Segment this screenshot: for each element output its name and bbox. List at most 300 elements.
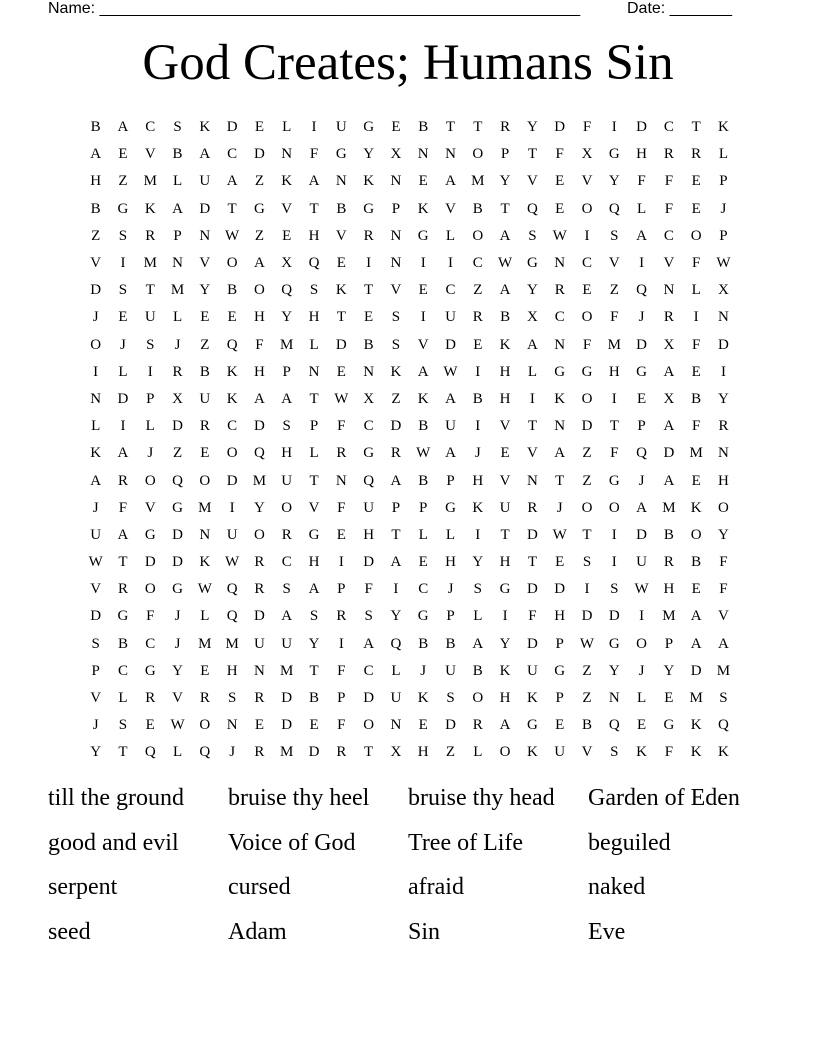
date-field[interactable]: Date: _______ <box>627 0 732 17</box>
grid-letter[interactable]: C <box>227 146 238 163</box>
grid-letter[interactable]: E <box>254 717 265 734</box>
grid-letter[interactable]: R <box>472 717 483 734</box>
grid-letter[interactable]: Q <box>226 608 238 625</box>
grid-letter[interactable]: E <box>254 119 265 136</box>
grid-letter[interactable]: L <box>172 309 183 326</box>
grid-letter[interactable]: H <box>554 608 566 625</box>
grid-letter[interactable]: B <box>691 390 702 407</box>
grid-letter[interactable]: S <box>309 608 319 625</box>
grid-letter[interactable]: E <box>691 581 701 598</box>
grid-letter[interactable]: V <box>581 744 593 761</box>
grid-letter[interactable]: L <box>200 608 210 625</box>
grid-letter[interactable]: J <box>120 336 126 353</box>
grid-letter[interactable]: R <box>254 581 265 598</box>
grid-letter[interactable]: A <box>472 635 484 652</box>
grid-letter[interactable]: T <box>309 200 319 217</box>
grid-letter[interactable]: P <box>637 418 646 435</box>
grid-letter[interactable]: A <box>390 472 402 489</box>
grid-letter[interactable]: Y <box>172 662 183 679</box>
grid-letter[interactable]: C <box>117 662 128 679</box>
grid-letter[interactable]: N <box>390 173 402 190</box>
grid-letter[interactable]: T <box>364 744 374 761</box>
grid-letter[interactable]: Q <box>363 472 375 489</box>
grid-letter[interactable]: K <box>718 119 729 136</box>
grid-letter[interactable]: M <box>280 336 294 353</box>
grid-letter[interactable]: L <box>473 744 483 761</box>
grid-letter[interactable]: Z <box>582 445 592 462</box>
grid-letter[interactable]: R <box>663 554 674 571</box>
grid-letter[interactable]: Y <box>281 309 293 326</box>
grid-letter[interactable]: M <box>689 445 703 462</box>
grid-letter[interactable]: D <box>608 608 620 625</box>
grid-letter[interactable]: I <box>93 363 99 380</box>
grid-letter[interactable]: U <box>390 690 402 707</box>
grid-letter[interactable]: X <box>581 146 593 163</box>
grid-letter[interactable]: D <box>390 418 402 435</box>
grid-letter[interactable]: G <box>608 146 620 163</box>
grid-letter[interactable]: D <box>254 608 265 625</box>
grid-letter[interactable]: I <box>420 309 426 326</box>
grid-letter[interactable]: I <box>311 119 317 136</box>
grid-letter[interactable]: F <box>309 146 319 163</box>
grid-letter[interactable]: Y <box>90 744 102 761</box>
grid-letter[interactable]: J <box>638 309 645 326</box>
grid-letter[interactable]: I <box>448 255 453 272</box>
grid-letter[interactable]: K <box>417 200 429 217</box>
grid-letter[interactable]: O <box>636 635 647 652</box>
grid-letter[interactable]: H <box>254 309 265 326</box>
grid-letter[interactable]: L <box>445 227 456 244</box>
grid-letter[interactable]: Z <box>254 173 265 190</box>
grid-letter[interactable]: D <box>199 200 211 217</box>
grid-letter[interactable]: G <box>526 255 538 272</box>
grid-letter[interactable]: O <box>581 309 593 326</box>
grid-letter[interactable]: O <box>608 499 620 516</box>
grid-letter[interactable]: M <box>662 499 676 516</box>
grid-letter[interactable]: K <box>363 173 375 190</box>
grid-letter[interactable]: W <box>170 717 185 734</box>
grid-letter[interactable]: M <box>170 282 185 299</box>
grid-letter[interactable]: L <box>145 418 155 435</box>
grid-letter[interactable]: E <box>200 309 210 326</box>
grid-letter[interactable]: H <box>718 472 729 489</box>
grid-letter[interactable]: U <box>445 662 456 679</box>
grid-letter[interactable]: W <box>552 227 567 244</box>
grid-letter[interactable]: V <box>172 690 183 707</box>
grid-letter[interactable]: V <box>499 418 511 435</box>
grid-letter[interactable]: C <box>418 581 429 598</box>
grid-letter[interactable]: E <box>200 662 210 679</box>
grid-letter[interactable]: T <box>309 390 319 407</box>
grid-letter[interactable]: B <box>472 662 483 679</box>
grid-letter[interactable]: R <box>172 363 183 380</box>
grid-letter[interactable]: O <box>690 526 702 543</box>
grid-letter[interactable]: R <box>363 227 374 244</box>
grid-letter[interactable]: W <box>579 635 595 652</box>
grid-letter[interactable]: A <box>636 499 647 516</box>
grid-letter[interactable]: Q <box>718 717 729 734</box>
grid-letter[interactable]: A <box>718 635 729 652</box>
grid-letter[interactable]: P <box>146 390 155 407</box>
grid-letter[interactable]: D <box>445 717 456 734</box>
grid-letter[interactable]: R <box>117 472 128 489</box>
grid-letter[interactable]: D <box>117 390 129 407</box>
grid-letter[interactable]: Z <box>582 662 592 679</box>
grid-letter[interactable]: B <box>418 635 429 652</box>
grid-letter[interactable]: R <box>199 690 210 707</box>
grid-letter[interactable]: Q <box>226 336 238 353</box>
grid-letter[interactable]: E <box>691 363 701 380</box>
grid-letter[interactable]: O <box>199 717 211 734</box>
grid-letter[interactable]: S <box>528 227 537 244</box>
grid-letter[interactable]: U <box>526 662 538 679</box>
grid-letter[interactable]: D <box>363 690 375 707</box>
grid-letter[interactable]: A <box>226 173 238 190</box>
grid-letter[interactable]: R <box>390 445 401 462</box>
grid-letter[interactable]: A <box>117 526 129 543</box>
grid-letter[interactable]: B <box>445 635 456 652</box>
grid-letter[interactable]: F <box>555 146 564 163</box>
grid-letter[interactable]: A <box>172 200 183 217</box>
grid-letter[interactable]: W <box>225 554 240 571</box>
grid-letter[interactable]: K <box>690 717 702 734</box>
grid-letter[interactable]: R <box>663 146 674 163</box>
grid-letter[interactable]: T <box>609 418 619 435</box>
grid-letter[interactable]: D <box>281 717 293 734</box>
grid-letter[interactable]: N <box>308 363 320 380</box>
grid-letter[interactable]: I <box>475 363 481 380</box>
grid-letter[interactable]: F <box>610 309 619 326</box>
grid-letter[interactable]: G <box>117 200 129 217</box>
grid-letter[interactable]: Y <box>308 635 320 652</box>
grid-letter[interactable]: H <box>663 581 675 598</box>
grid-letter[interactable]: M <box>662 608 676 625</box>
grid-letter[interactable]: E <box>555 554 565 571</box>
grid-letter[interactable]: E <box>418 173 428 190</box>
grid-letter[interactable]: L <box>527 363 537 380</box>
grid-letter[interactable]: Y <box>199 282 211 299</box>
grid-letter[interactable]: O <box>254 526 265 543</box>
grid-letter[interactable]: F <box>255 336 264 353</box>
grid-letter[interactable]: A <box>663 418 675 435</box>
grid-letter[interactable]: D <box>226 472 238 489</box>
grid-letter[interactable]: Q <box>526 200 538 217</box>
grid-letter[interactable]: N <box>718 445 729 462</box>
grid-letter[interactable]: K <box>199 119 211 136</box>
grid-letter[interactable]: S <box>146 336 155 353</box>
grid-letter[interactable]: T <box>118 554 128 571</box>
grid-letter[interactable]: E <box>391 119 401 136</box>
grid-letter[interactable]: P <box>446 472 455 489</box>
grid-letter[interactable]: E <box>637 390 647 407</box>
grid-letter[interactable]: J <box>92 717 99 734</box>
grid-letter[interactable]: C <box>363 418 374 435</box>
grid-letter[interactable]: G <box>417 227 429 244</box>
grid-letter[interactable]: F <box>118 499 128 516</box>
grid-letter[interactable]: K <box>417 390 429 407</box>
grid-letter[interactable]: E <box>200 445 210 462</box>
grid-letter[interactable]: H <box>308 227 320 244</box>
grid-letter[interactable]: E <box>336 363 346 380</box>
grid-letter[interactable]: T <box>309 662 319 679</box>
grid-letter[interactable]: O <box>144 581 156 598</box>
grid-letter[interactable]: D <box>335 336 347 353</box>
grid-letter[interactable]: P <box>664 635 674 652</box>
grid-letter[interactable]: H <box>636 146 647 163</box>
grid-letter[interactable]: D <box>172 554 183 571</box>
grid-letter[interactable]: Q <box>608 200 620 217</box>
grid-letter[interactable]: A <box>690 608 702 625</box>
grid-letter[interactable]: I <box>584 227 590 244</box>
grid-letter[interactable]: L <box>91 418 101 435</box>
grid-letter[interactable]: K <box>499 662 511 679</box>
grid-letter[interactable]: O <box>581 200 593 217</box>
grid-letter[interactable]: B <box>418 418 429 435</box>
grid-letter[interactable]: T <box>500 200 510 217</box>
grid-letter[interactable]: T <box>145 282 155 299</box>
grid-letter[interactable]: F <box>692 255 701 272</box>
grid-letter[interactable]: K <box>90 445 102 462</box>
grid-letter[interactable]: K <box>144 200 156 217</box>
grid-letter[interactable]: R <box>336 608 347 625</box>
grid-letter[interactable]: F <box>692 418 701 435</box>
grid-letter[interactable]: K <box>499 336 511 353</box>
grid-letter[interactable]: E <box>555 173 565 190</box>
grid-letter[interactable]: G <box>335 146 347 163</box>
grid-letter[interactable]: D <box>254 418 265 435</box>
grid-letter[interactable]: W <box>416 445 431 462</box>
grid-letter[interactable]: G <box>663 717 675 734</box>
grid-letter[interactable]: D <box>445 336 456 353</box>
grid-letter[interactable]: B <box>309 690 320 707</box>
grid-letter[interactable]: H <box>499 390 511 407</box>
grid-letter[interactable]: E <box>282 227 292 244</box>
grid-letter[interactable]: V <box>281 200 293 217</box>
grid-letter[interactable]: D <box>526 635 538 652</box>
grid-letter[interactable]: A <box>663 472 675 489</box>
grid-letter[interactable]: F <box>610 445 619 462</box>
grid-letter[interactable]: F <box>582 119 592 136</box>
grid-letter[interactable]: S <box>610 581 619 598</box>
grid-letter[interactable]: V <box>90 581 102 598</box>
grid-letter[interactable]: S <box>610 744 619 761</box>
grid-letter[interactable]: I <box>393 581 399 598</box>
grid-letter[interactable]: A <box>417 363 429 380</box>
grid-letter[interactable]: V <box>90 690 102 707</box>
grid-letter[interactable]: N <box>335 173 347 190</box>
grid-letter[interactable]: V <box>608 255 620 272</box>
grid-letter[interactable]: M <box>143 173 157 190</box>
grid-letter[interactable]: O <box>499 744 511 761</box>
grid-letter[interactable]: Q <box>172 472 183 489</box>
grid-letter[interactable]: E <box>364 309 374 326</box>
grid-letter[interactable]: J <box>720 200 727 217</box>
grid-letter[interactable]: L <box>718 146 729 163</box>
grid-letter[interactable]: I <box>693 309 699 326</box>
grid-letter[interactable]: Y <box>526 119 538 136</box>
grid-letter[interactable]: E <box>500 445 510 462</box>
grid-letter[interactable]: D <box>363 554 375 571</box>
grid-letter[interactable]: M <box>252 472 267 489</box>
grid-letter[interactable]: R <box>554 282 565 299</box>
grid-letter[interactable]: C <box>554 309 565 326</box>
grid-letter[interactable]: Y <box>499 635 511 652</box>
grid-letter[interactable]: H <box>308 554 320 571</box>
grid-letter[interactable]: M <box>280 662 294 679</box>
grid-letter[interactable]: H <box>281 445 293 462</box>
grid-letter[interactable]: H <box>499 690 511 707</box>
grid-letter[interactable]: F <box>364 581 373 598</box>
grid-letter[interactable]: R <box>117 581 128 598</box>
grid-letter[interactable]: T <box>336 309 346 326</box>
grid-letter[interactable]: A <box>554 445 566 462</box>
grid-letter[interactable]: A <box>526 336 538 353</box>
grid-letter[interactable]: N <box>172 255 183 272</box>
grid-letter[interactable]: J <box>92 499 99 516</box>
grid-letter[interactable]: T <box>118 744 128 761</box>
grid-letter[interactable]: D <box>90 282 102 299</box>
grid-letter[interactable]: G <box>117 608 129 625</box>
grid-letter[interactable]: S <box>610 227 619 244</box>
grid-letter[interactable]: R <box>472 309 483 326</box>
grid-letter[interactable]: L <box>172 744 183 761</box>
grid-letter[interactable]: D <box>308 744 320 761</box>
grid-letter[interactable]: I <box>611 119 617 136</box>
grid-letter[interactable]: G <box>417 608 429 625</box>
grid-letter[interactable]: I <box>720 363 726 380</box>
grid-letter[interactable]: G <box>526 717 538 734</box>
grid-letter[interactable]: I <box>366 255 372 272</box>
grid-letter[interactable]: A <box>363 635 375 652</box>
grid-letter[interactable]: L <box>282 119 292 136</box>
grid-letter[interactable]: O <box>718 499 729 516</box>
grid-letter[interactable]: J <box>147 445 154 462</box>
grid-letter[interactable]: U <box>445 418 456 435</box>
grid-letter[interactable]: Y <box>472 554 484 571</box>
grid-letter[interactable]: X <box>363 390 375 407</box>
grid-letter[interactable]: G <box>254 200 265 217</box>
grid-letter[interactable]: Z <box>91 227 101 244</box>
grid-letter[interactable]: R <box>691 146 702 163</box>
grid-letter[interactable]: L <box>637 690 647 707</box>
grid-letter[interactable]: E <box>418 717 428 734</box>
grid-letter[interactable]: P <box>500 146 510 163</box>
grid-letter[interactable]: T <box>445 119 456 136</box>
grid-letter[interactable]: D <box>90 608 102 625</box>
grid-letter[interactable]: Z <box>473 282 483 299</box>
grid-letter[interactable]: K <box>335 282 347 299</box>
grid-letter[interactable]: E <box>582 282 592 299</box>
grid-letter[interactable]: V <box>526 445 538 462</box>
grid-letter[interactable]: L <box>637 200 647 217</box>
grid-letter[interactable]: P <box>391 200 401 217</box>
grid-letter[interactable]: J <box>420 662 427 679</box>
grid-letter[interactable]: O <box>199 472 211 489</box>
grid-letter[interactable]: A <box>117 119 129 136</box>
grid-letter[interactable]: I <box>529 390 535 407</box>
grid-letter[interactable]: O <box>581 390 593 407</box>
grid-letter[interactable]: D <box>144 554 156 571</box>
grid-letter[interactable]: A <box>117 445 129 462</box>
grid-letter[interactable]: X <box>172 390 183 407</box>
grid-letter[interactable]: T <box>227 200 237 217</box>
grid-letter[interactable]: F <box>664 744 674 761</box>
grid-letter[interactable]: S <box>282 418 291 435</box>
grid-letter[interactable]: K <box>472 499 484 516</box>
grid-letter[interactable]: A <box>445 173 456 190</box>
grid-letter[interactable]: Q <box>226 581 238 598</box>
grid-letter[interactable]: O <box>254 282 265 299</box>
grid-letter[interactable]: X <box>718 282 729 299</box>
grid-letter[interactable]: E <box>555 717 565 734</box>
grid-letter[interactable]: N <box>281 146 293 163</box>
grid-letter[interactable]: H <box>499 363 511 380</box>
grid-letter[interactable]: E <box>664 690 674 707</box>
grid-letter[interactable]: P <box>282 363 291 380</box>
grid-letter[interactable]: A <box>281 390 293 407</box>
grid-letter[interactable]: C <box>581 255 592 272</box>
grid-letter[interactable]: N <box>526 472 538 489</box>
grid-letter[interactable]: P <box>555 635 564 652</box>
grid-letter[interactable]: P <box>391 499 401 516</box>
grid-letter[interactable]: L <box>309 336 319 353</box>
grid-letter[interactable]: K <box>526 744 538 761</box>
grid-letter[interactable]: J <box>229 744 236 761</box>
grid-letter[interactable]: O <box>281 499 293 516</box>
grid-letter[interactable]: J <box>92 309 99 326</box>
grid-letter[interactable]: B <box>418 472 429 489</box>
grid-letter[interactable]: V <box>417 336 429 353</box>
grid-letter[interactable]: D <box>281 690 293 707</box>
grid-letter[interactable]: U <box>199 390 211 407</box>
grid-letter[interactable]: T <box>691 119 701 136</box>
grid-letter[interactable]: H <box>226 662 238 679</box>
grid-letter[interactable]: K <box>526 690 538 707</box>
grid-letter[interactable]: M <box>198 635 212 652</box>
grid-letter[interactable]: C <box>145 119 156 136</box>
grid-letter[interactable]: B <box>336 200 347 217</box>
grid-letter[interactable]: N <box>254 662 265 679</box>
grid-letter[interactable]: A <box>445 445 456 462</box>
grid-letter[interactable]: P <box>91 662 100 679</box>
grid-letter[interactable]: E <box>473 336 483 353</box>
grid-letter[interactable]: A <box>254 390 265 407</box>
grid-letter[interactable]: L <box>473 608 483 625</box>
grid-letter[interactable]: B <box>472 200 483 217</box>
grid-letter[interactable]: B <box>90 119 101 136</box>
grid-letter[interactable]: E <box>336 255 346 272</box>
grid-letter[interactable]: D <box>663 445 675 462</box>
grid-letter[interactable]: R <box>254 744 265 761</box>
grid-letter[interactable]: S <box>391 336 401 353</box>
grid-letter[interactable]: D <box>526 581 538 598</box>
grid-letter[interactable]: I <box>584 581 590 598</box>
grid-letter[interactable]: G <box>144 526 156 543</box>
grid-letter[interactable]: D <box>581 608 593 625</box>
grid-letter[interactable]: W <box>225 227 240 244</box>
grid-letter[interactable]: P <box>337 690 346 707</box>
grid-letter[interactable]: K <box>718 744 729 761</box>
grid-letter[interactable]: A <box>499 282 511 299</box>
grid-letter[interactable]: O <box>472 690 484 707</box>
grid-letter[interactable]: S <box>118 282 128 299</box>
grid-letter[interactable]: T <box>473 119 483 136</box>
grid-letter[interactable]: A <box>90 472 102 489</box>
grid-letter[interactable]: T <box>364 282 374 299</box>
grid-letter[interactable]: O <box>144 472 156 489</box>
grid-letter[interactable]: D <box>690 662 702 679</box>
grid-letter[interactable]: H <box>499 554 511 571</box>
